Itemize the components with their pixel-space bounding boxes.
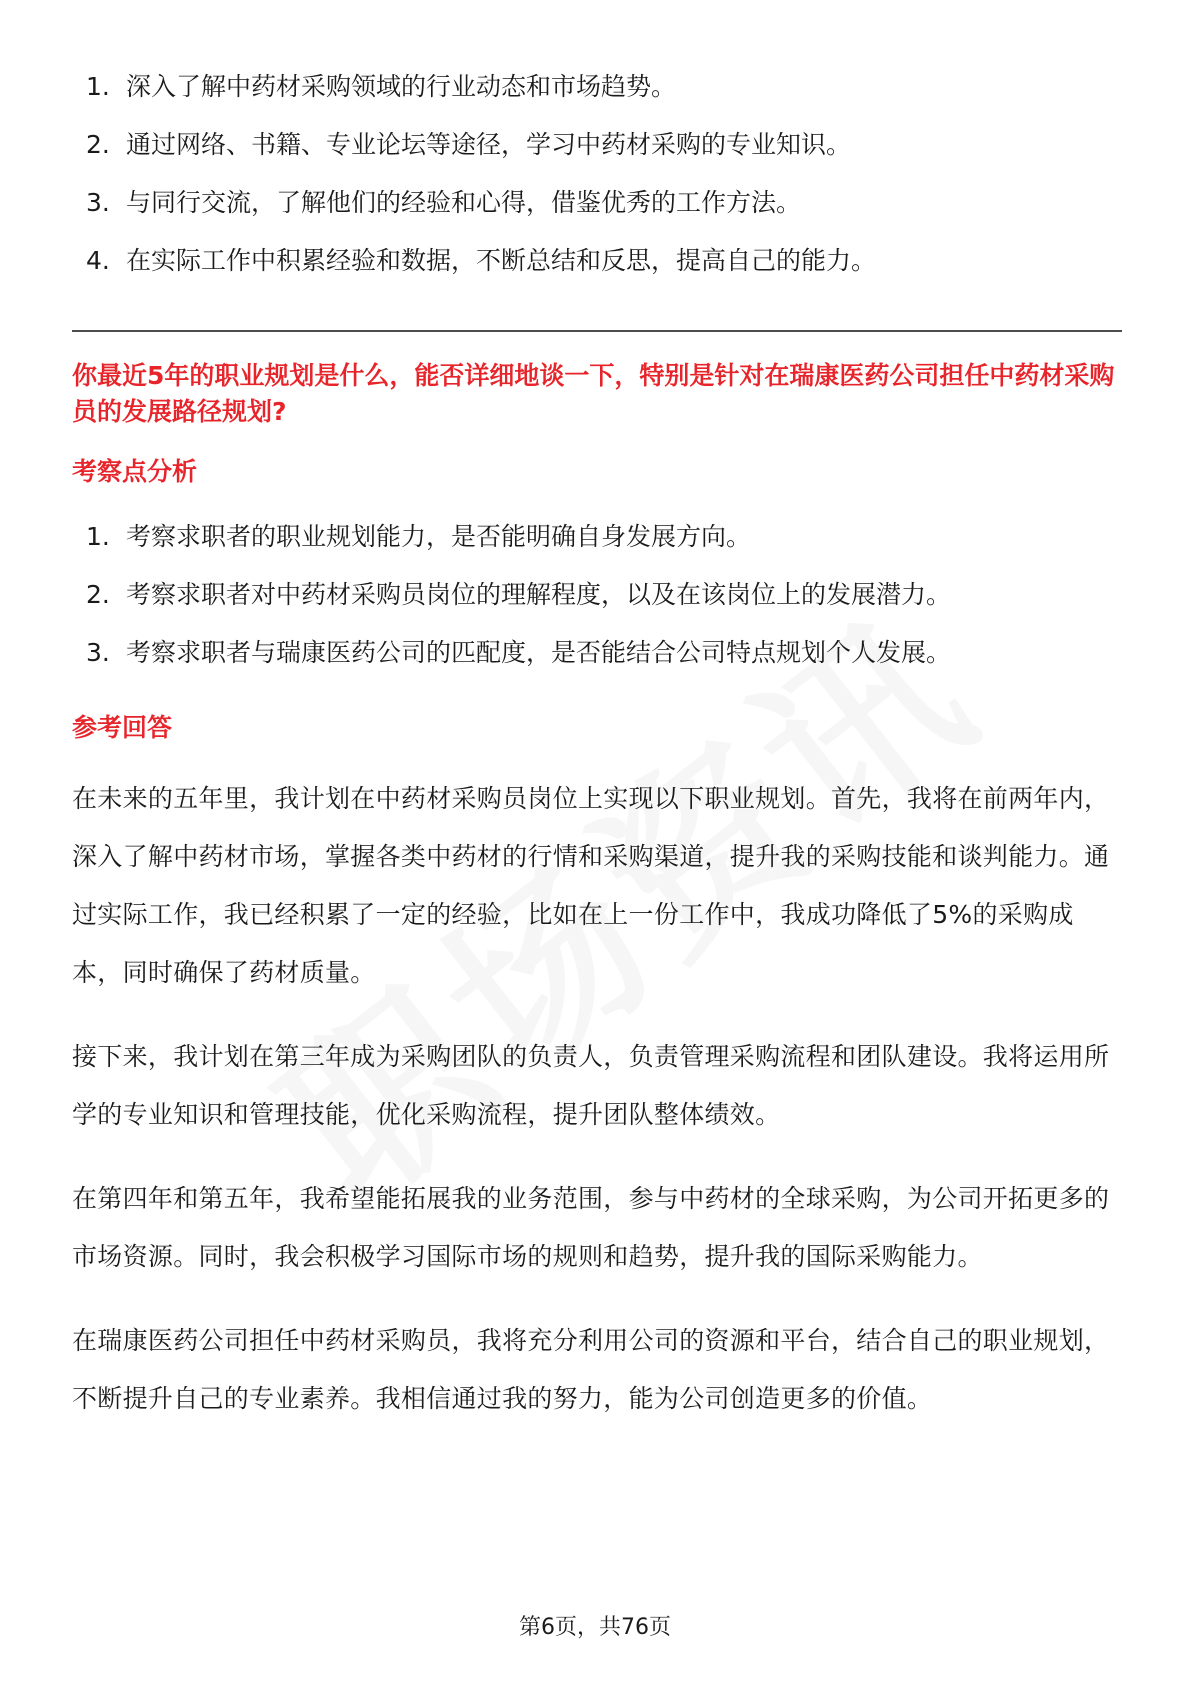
list-item	[72, 58, 1122, 116]
list-item	[72, 174, 1122, 232]
interview-question: 你最近5年的职业规划是什么，能否详细地谈一下，特别是针对在瑞康医药公司担任中药材采购员的发展路径规划?	[72, 361, 1115, 426]
list-text: 通过网络、书籍、专业论坛等途径，学习中药材采购的专业知识。	[126, 130, 852, 159]
list-text: 考察求职者对中药材采购员岗位的理解程度，以及在该岗位上的发展潜力。	[126, 580, 952, 609]
list-item	[72, 232, 1122, 290]
answer-paragraph: 在第四年和第五年，我希望能拓展我的业务范围，参与中药材的全球采购，为公司开拓更多的市场资源。同时，我会积极学习国际市场的规则和趋势，提升我的国际采购能力。	[72, 1184, 1110, 1271]
list-item	[72, 116, 1122, 174]
list-text: 在实际工作中积累经验和数据，不断总结和反思，提高自己的能力。	[126, 246, 877, 275]
analysis-list	[72, 508, 1122, 682]
list-item	[72, 566, 1122, 624]
list-text: 与同行交流，了解他们的经验和心得，借鉴优秀的工作方法。	[126, 188, 802, 217]
answer-paragraph: 在未来的五年里，我计划在中药材采购员岗位上实现以下职业规划。首先，我将在前两年内，深入了解中药材市场，掌握各类中药材的行情和采购渠道，提升我的采购技能和谈判能力。通过实际工作，我已经积累了一定的经验，比如在上一份工作中，我成功降低了5%的采购成本，同时确保了药材质量。	[72, 784, 1110, 987]
answer-heading: 参考回答	[72, 713, 173, 742]
list-text: 考察求职者的职业规划能力，是否能明确自身发展方向。	[126, 522, 752, 551]
answer-paragraph: 接下来，我计划在第三年成为采购团队的负责人，负责管理采购流程和团队建设。我将运用所学的专业知识和管理技能，优化采购流程，提升团队整体绩效。	[72, 1042, 1110, 1129]
analysis-heading: 考察点分析	[72, 457, 198, 486]
list-item	[72, 624, 1122, 682]
section-divider	[72, 330, 1122, 332]
list-item	[72, 508, 1122, 566]
answer-paragraph: 在瑞康医药公司担任中药材采购员，我将充分利用公司的资源和平台，结合自己的职业规划，不断提升自己的专业素养。我相信通过我的努力，能为公司创造更多的价值。	[72, 1326, 1110, 1413]
list-text: 考察求职者与瑞康医药公司的匹配度，是否能结合公司特点规划个人发展。	[126, 638, 952, 667]
top-list	[72, 58, 1122, 290]
list-number: 1.	[86, 72, 110, 101]
list-number: 2.	[86, 580, 110, 609]
list-number: 1.	[86, 522, 110, 551]
list-text: 深入了解中药材采购领域的行业动态和市场趋势。	[126, 72, 677, 101]
list-number: 2.	[86, 130, 110, 159]
list-number: 3.	[86, 638, 110, 667]
page-footer: 第6页，共76页	[519, 1615, 671, 1640]
list-number: 4.	[86, 246, 110, 275]
document-page	[72, 58, 1122, 1454]
list-number: 3.	[86, 188, 110, 217]
